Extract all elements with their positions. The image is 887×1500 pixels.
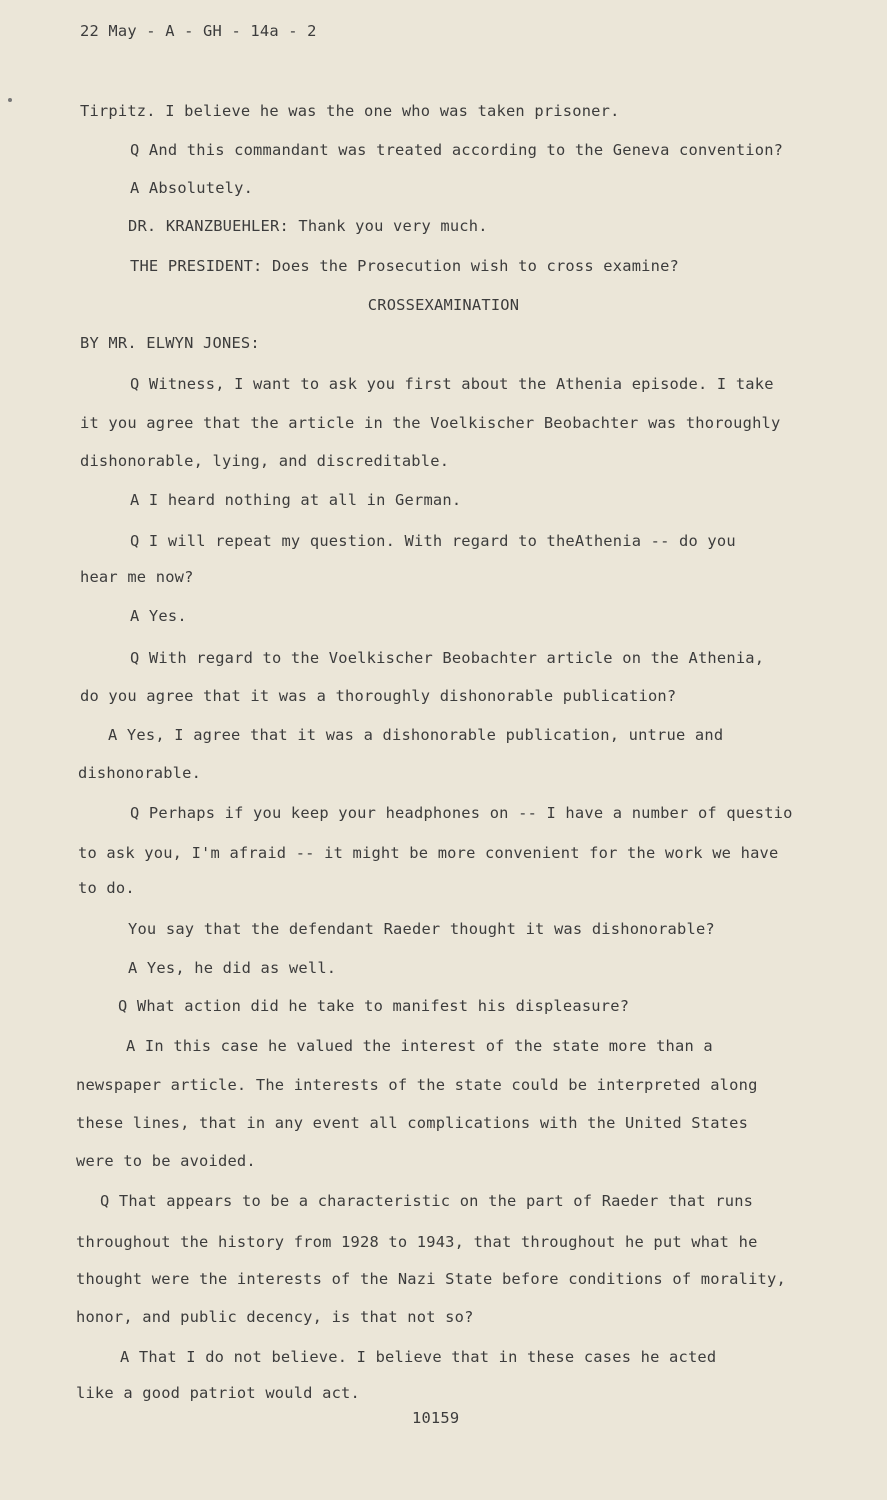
text-line: A In this case he valued the interest of the state more than a: [126, 1037, 713, 1055]
text-line: Q With regard to the Voelkischer Beobachter article on the Athenia,: [130, 649, 765, 667]
text-line: dishonorable, lying, and discreditable.: [80, 452, 450, 470]
text-line: like a good patriot would act.: [76, 1384, 360, 1402]
text-line: DR. KRANZBUEHLER: Thank you very much.: [128, 217, 488, 235]
text-line: to ask you, I'm afraid -- it might be more convenient for the work we have: [78, 844, 779, 862]
text-line: A Yes.: [130, 607, 187, 625]
text-line: it you agree that the article in the Voelkischer Beobachter was thoroughly: [80, 414, 781, 432]
section-heading: CROSSEXAMINATION: [367, 296, 520, 314]
margin-mark: [8, 98, 12, 102]
text-line: do you agree that it was a thoroughly dishonorable publication?: [80, 687, 677, 705]
text-line: You say that the defendant Raeder thought it was dishonorable?: [128, 920, 715, 938]
text-line: Q And this commandant was treated according to the Geneva convention?: [130, 141, 784, 159]
text-line: A Absolutely.: [130, 179, 254, 197]
text-line: these lines, that in any event all complications with the United States: [76, 1114, 749, 1132]
text-line: A Yes, he did as well.: [128, 959, 337, 977]
text-line: Q I will repeat my question. With regard to theAthenia -- do you: [130, 532, 736, 550]
text-line: dishonorable.: [78, 764, 202, 782]
text-line: Q That appears to be a characteristic on the part of Raeder that runs: [100, 1192, 754, 1210]
text-line: thought were the interests of the Nazi State before conditions of morality,: [76, 1270, 786, 1288]
text-line: THE PRESIDENT: Does the Prosecution wish to cross examine?: [130, 257, 680, 275]
text-line: A That I do not believe. I believe that in these cases he acted: [120, 1348, 717, 1366]
text-line: BY MR. ELWYN JONES:: [80, 334, 260, 352]
text-line: Q Perhaps if you keep your headphones on -- I have a number of questio: [130, 804, 793, 822]
text-line: A Yes, I agree that it was a dishonorable publication, untrue and: [108, 726, 724, 744]
text-line: Q What action did he take to manifest his displeasure?: [118, 997, 630, 1015]
text-line: throughout the history from 1928 to 1943, that throughout he put what he: [76, 1233, 758, 1251]
text-line: hear me now?: [80, 568, 194, 586]
text-line: honor, and public decency, is that not so?: [76, 1308, 474, 1326]
text-line: to do.: [78, 879, 135, 897]
page-header: 22 May - A - GH - 14a - 2: [80, 22, 317, 40]
text-line: newspaper article. The interests of the state could be interpreted along: [76, 1076, 758, 1094]
page-number: 10159: [412, 1409, 460, 1427]
text-line: A I heard nothing at all in German.: [130, 491, 462, 509]
text-line: Tirpitz. I believe he was the one who was taken prisoner.: [80, 102, 620, 120]
text-line: were to be avoided.: [76, 1152, 256, 1170]
text-line: Q Witness, I want to ask you first about the Athenia episode. I take: [130, 375, 774, 393]
